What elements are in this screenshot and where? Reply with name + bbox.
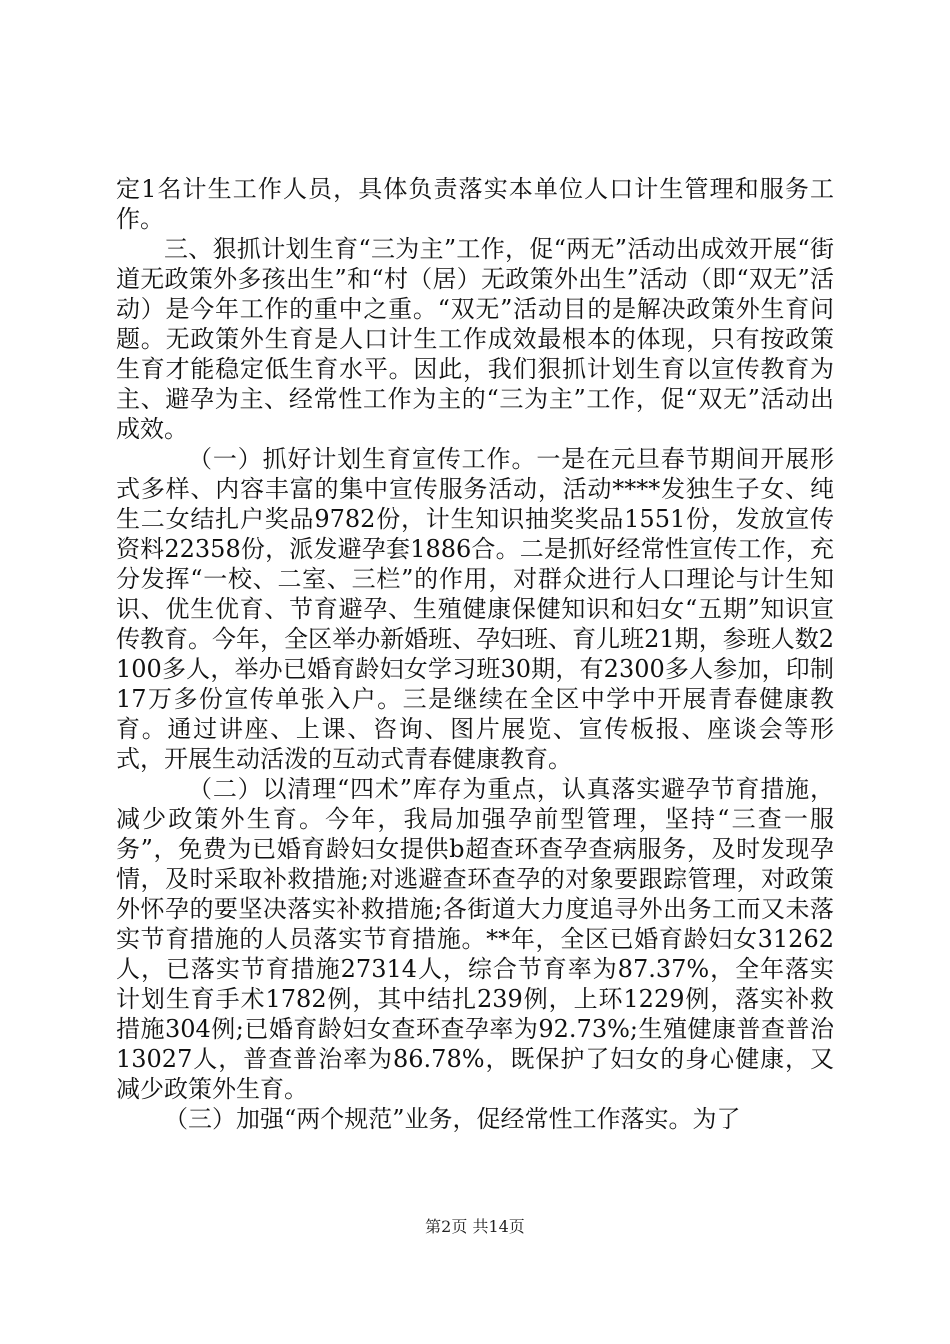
- paragraph-item-three: （三）加强“两个规范”业务，促经常性工作落实。为了: [164, 1105, 741, 1133]
- document-body: [116, 174, 834, 1134]
- paragraph-section-three-heading: 三、狠抓计划生育“三为主”工作，促“两无”活动出成效开展“街道无政策外多孩出生”和“村（居）无政策外出生”活动（即“双无”活动）是今年工作的重中之重。“双无”活动目的是解决政策外生育问题。无政策外生育是人口计生工作成效最根本的体现，只有按政策生育才能稳定低生育水平。因此，我们狠抓计划生育以宣传教育为主、避孕为主、经常性工作为主的“三为主”工作，促“双无”活动出成效。: [116, 235, 834, 443]
- paragraph-item-one: （一）抓好计划生育宣传工作。一是在元旦春节期间开展形式多样、内容丰富的集中宣传服务活动，活动****发独生子女、纯生二女结扎户奖品9782份，计生知识抽奖奖品1551份，发放宣传资料22358份，派发避孕套1886合。二是抓好经常性宣传工作，充分发挥“一校、二室、三栏”的作用，对群众进行人口理论与计生知识、优生优育、节育避孕、生殖健康保健知识和妇女“五期”知识宣传教育。今年，全区举办新婚班、孕妇班、育儿班21期，参班人数2100多人，举办已婚育龄妇女学习班30期，有2300多人参加，印制17万多份宣传单张入户。三是继续在全区中学中开展青春健康教育。通过讲座、上课、咨询、图片展览、宣传板报、座谈会等形式，开展生动活泼的互动式青春健康教育。: [116, 445, 834, 773]
- paragraph-continuation: 定1名计生工作人员，具体负责落实本单位人口计生管理和服务工作。: [116, 175, 834, 233]
- page-footer: 第2页 共14页: [425, 1217, 525, 1236]
- paragraph-item-two: （二）以清理“四术”库存为重点，认真落实避孕节育措施，减少政策外生育。今年，我局加强孕前型管理，坚持“三查一服务”，免费为已婚育龄妇女提供b超查环查孕查病服务，及时发现孕情，及时采取补救措施;对逃避查环查孕的对象要跟踪管理，对政策外怀孕的要坚决落实补救措施;各街道大力度追寻外出务工而又未落实节育措施的人员落实节育措施。**年，全区已婚育龄妇女31262人，已落实节育措施27314人，综合节育率为87.37%，全年落实计划生育手术1782例，其中结扎239例，上环1229例，落实补救措施304例;已婚育龄妇女查环查孕率为92.73%;生殖健康普查普治13027人，普查普治率为86.78%，既保护了妇女的身心健康，又减少政策外生育。: [116, 775, 834, 1103]
